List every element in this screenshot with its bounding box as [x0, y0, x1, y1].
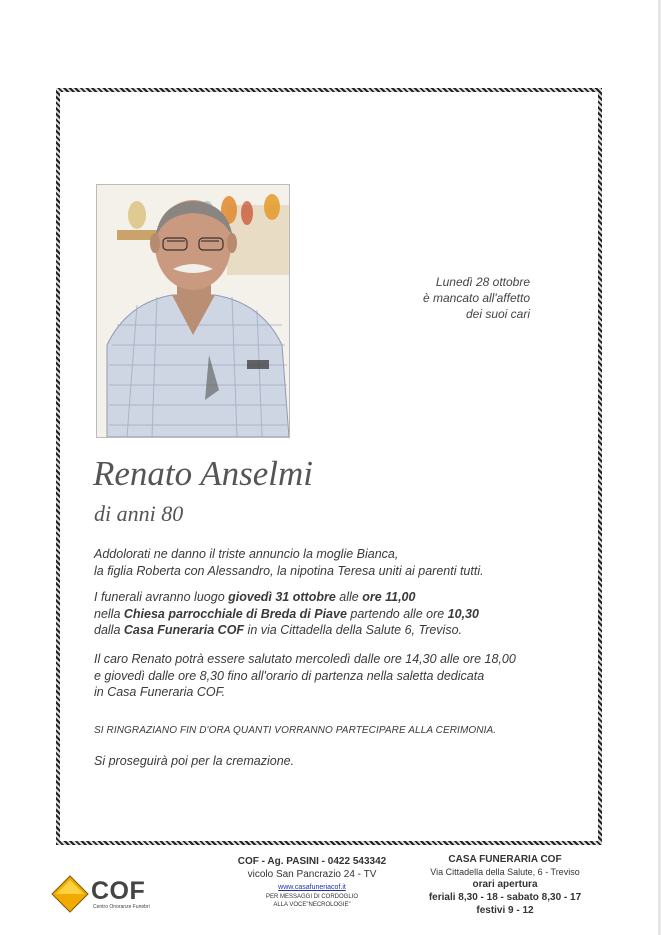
funeral-line-2: nella Chiesa parrocchiale di Breda di Piave partendo alle ore 10,30: [94, 606, 479, 621]
announcement-line3: dei suoi cari: [465, 307, 530, 321]
announcement-date: Lunedì 28 ottobre: [435, 275, 530, 289]
family-line-2: la figlia Roberta con Alessandro, la nipotina Teresa uniti ai parenti tutti.: [94, 563, 484, 578]
visitation-line-1: Il caro Renato potrà essere salutato mercoledì dalle ore 14,30 alle ore 18,00: [94, 652, 516, 666]
hours-weekday: feriali 8,30 - 18 - sabato 8,30 - 17: [428, 892, 582, 903]
funeral-line-3: dalla Casa Funeraria COF in via Cittadella della Salute 6, Treviso.: [94, 623, 463, 637]
condolence-note-2: ALLA VOCE"NECROLOGIE": [273, 902, 351, 908]
cof-logo-word: COF: [91, 877, 146, 905]
agency-phone: COF - Ag. PASINI - 0422 543342: [237, 856, 387, 867]
visitation-line-2: e giovedì dalle ore 8,30 fino all'orario di partenza nella saletta dedicata: [94, 668, 485, 683]
family-line-1: Addolorati ne danno il triste annuncio la moglie Bianca,: [94, 547, 399, 561]
funeral-paragraph: [94, 589, 564, 639]
deceased-name: Renato Anselmi: [93, 454, 314, 493]
deceased-age: di anni 80: [94, 501, 184, 526]
casa-address: Via Cittadella della Salute, 6 - Treviso: [430, 867, 580, 877]
agency-address: vicolo San Pancrazio 24 - TV: [247, 869, 377, 880]
cremation-text: Si proseguirà poi per la cremazione.: [94, 754, 295, 768]
website-link[interactable]: www.casafuneriacof.it: [278, 884, 346, 891]
hours-title: orari apertura: [472, 879, 538, 890]
visitation-line-3: in Casa Funeraria COF.: [94, 685, 226, 699]
announcement-line2: è mancato all'affetto: [422, 291, 530, 305]
cof-logo-icon: [50, 874, 90, 914]
cremation-note: [94, 753, 564, 770]
hours-holiday: festivi 9 - 12: [476, 905, 534, 916]
visitation-paragraph: [94, 651, 564, 701]
cof-logo-subtitle: Centro Onoranze Funebri: [93, 904, 150, 910]
family-paragraph: [94, 546, 564, 579]
funeral-line-1: I funerali avranno luogo giovedì 31 ottobre alle ore 11,00: [94, 590, 416, 604]
death-announcement: [423, 274, 530, 322]
thanks-note: [94, 723, 564, 740]
agency-contact: [226, 855, 398, 909]
portrait-photo: [96, 184, 290, 438]
thanks-text: SI RINGRAZIANO FIN D'ORA QUANTI VORRANNO PARTECIPARE ALLA CERIMONIA.: [94, 725, 497, 736]
casa-title: CASA FUNERARIA COF: [448, 854, 562, 865]
condolence-note-1: PER MESSAGGI DI CORDOGLIO: [265, 894, 358, 900]
funeral-home-info: [419, 853, 591, 917]
